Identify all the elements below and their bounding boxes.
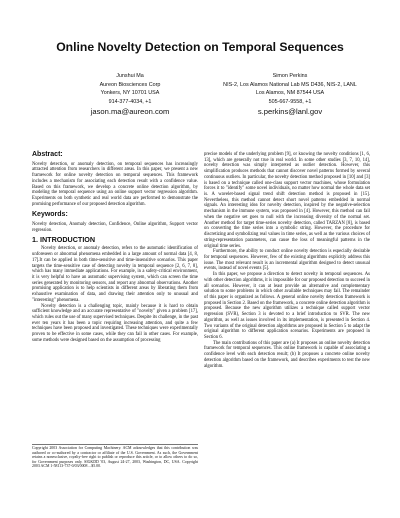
- paper-title: Online Novelty Detection on Temporal Sequences: [56, 40, 344, 54]
- intro-paragraph-1: Novelty detection, or anomaly detection, refers to the automatic identification of unforeseen or abnormal phenomena embedded in a large amount of normal data [4, 8, 17].It can be applied in both time-sensitive and time-insensitive scenarios. This paper targets the time-sensitive case of detecting novelty in temporal sequence [2, 6, 7, 8], which has many immediate applications. For example, in a safety-critical environment, it is very helpful to have an automatic supervising system, which can screen the time series generated by monitoring sensors, and report any abnormal observations. Another promising application is to help scientists in different areas by liberating them from exhaustive examination of data, and drawing their attention only to unusual and "interesting" phenomena.: [32, 246, 198, 303]
- body-paragraph-4: The main contributions of this paper are (a) It proposes an online novelty detection framework for temporal sequences. This online framework is capable of associating a confidence level with each detection result; (b) It proposes a concrete online novelty detection algorithm based on the framework, and describes experiments to test the new algorithm.: [204, 340, 370, 369]
- body-paragraph-1: precise models of the underlying problem [9], or knowing the novelty conditions [1, 6, 13], which are generally not true in real world. In some other studies [3, 7, 10, 14], novelty detection was simply interpreted as outlier detection. However, this simplification produces methods that cannot discover novel patterns formed by several continuous outliers. In particular, the novelty detection method proposed in [10] and [3] is based on a technique called one-class support vector machines, whose formulation forces it to "identify" some novel individuals, no matter how normal the whole data set is. A wavelet-based signal trend shift detection method is proposed in [15]. Nevertheless, this method cannot detect short novel patterns embedded in normal signals. An interesting idea for novelty detection, inspired by the negative-selection mechanism in the immune system, was proposed in [4]. However, this method can fail when the negative set goes to null with the increasing diversity of the normal set. Another method for target time-series novelty detection, called TARZAN [8], is based on converting the time series into a symbolic string. However, the procedure for discretizing and symbolizing real values in time series, as well as the various choices of string-representation parameters, can cause the loss of meaningful patterns in the original time series.: [204, 152, 370, 249]
- author-phone: 914-377-4034, +1: [108, 98, 152, 105]
- author-affiliation: NIS-2, Los Alamos National Lab MS D436, NIS-2, LANL: [223, 81, 357, 88]
- author-email: s.perkins@lanl.gov: [257, 107, 323, 117]
- intro-paragraph-2: Novelty detection is a challenging topic, mainly because it is hard to obtain sufficient knowledge and an accurate representative of "novelty" given a problem [17], which rules out the use of many supervised techniques. Despite its challenge, in the past ever ten years it has been a topic requiring increasing attention, and quite a few techniques have been proposed and investigated. These techniques were experimentally proven to be effective in some cases, while they can fail in other cases. For example, some methods were designed based on the assumption of processing: [32, 303, 198, 343]
- author-address: Los Alamos, NM 87544 USA: [255, 90, 325, 97]
- left-column: [32, 152, 198, 344]
- author-name: Junshui Ma: [116, 73, 144, 79]
- introduction-heading: 1. INTRODUCTION: [32, 234, 96, 244]
- body-paragraph-3: In this paper, we propose a direction to detect novelty in temporal sequences. As with other detection algorithms, it is impossible for our proposed detection to succeed in all scenarios. However, it can at least provide an alternative and complementary solution to some problems in which other available techniques may fail. The remainder of this paper is organized as follows. A general online novelty detection framework is proposed in Section 2. Based on the framework, a concrete online detection algorithm is proposed. Because the new algorithm utilizes a technique called support vector regression (SVR), Section 3 is devoted to a brief introduction to SVR. The new algorithm, as well as issues involved in its implementation, is presented in Section 4. Two variants of the original detection algorithms are proposed in Section 5 to adapt the original algorithm to different application scenarios. Experiments are proposed in Section 6.: [204, 272, 370, 340]
- right-column: [204, 152, 370, 369]
- body-paragraph-2: Furthermore, the ability to conduct online novelty detection is especially desirable for temporal sequences. However, few of the existing algorithms explicitly address this issue. The most relevant result is an incremental algorithm designed to detect unusual events, instead of novel events [5].: [204, 249, 370, 272]
- abstract-heading: Abstract:: [32, 151, 63, 158]
- abstract-text: Novelty detection, or anomaly detection, on temporal sequences has increasingly attracted attention from researchers in different areas. In this paper, we present a new framework for online novelty detection on temporal sequences. This framework includes a mechanism for associating each detection result with a confidence value. Based on this framework, we develop a concrete online detection algorithm, by modeling the temporal sequence using an online support vector regression algorithm. Experiments on both synthetic and real world data are performed to demonstrate the promising performance of our proposed detection algorithm.: [32, 161, 198, 207]
- author-block-1: [45, 72, 215, 117]
- author-address: Yonkers, NY 10701 USA: [100, 90, 160, 97]
- keywords-text: Novelty detection, Anomaly detection, Confidence, Online algorithm, Support vector regression.: [32, 222, 198, 233]
- author-block-2: [205, 72, 375, 117]
- keywords-heading: Keywords:: [32, 211, 68, 219]
- author-email: jason.ma@aureon.com: [90, 107, 170, 117]
- author-phone: 505-667-9558, +1: [268, 98, 312, 105]
- author-name: Simon Perkins: [272, 73, 308, 79]
- copyright-text: Copyright 2003 Association for Computing Machinery. ACM acknowledges that this contribution was authored or co-authored by a contractor or affiliate of the U.S. Government. As such, the Government retains a nonexclusive, royalty-free right to publish or reproduce this article, or to allow others to do so, for Government purposes only. SIGKDD '03, August 24-27, 2003, Washington, DC, USA. Copyright 2003 ACM 1-58113-737-0/03/0008 ...$5.00.: [32, 446, 198, 469]
- copyright-notice: [32, 444, 198, 469]
- author-affiliation: Aureon Biosciences Corp: [99, 81, 161, 88]
